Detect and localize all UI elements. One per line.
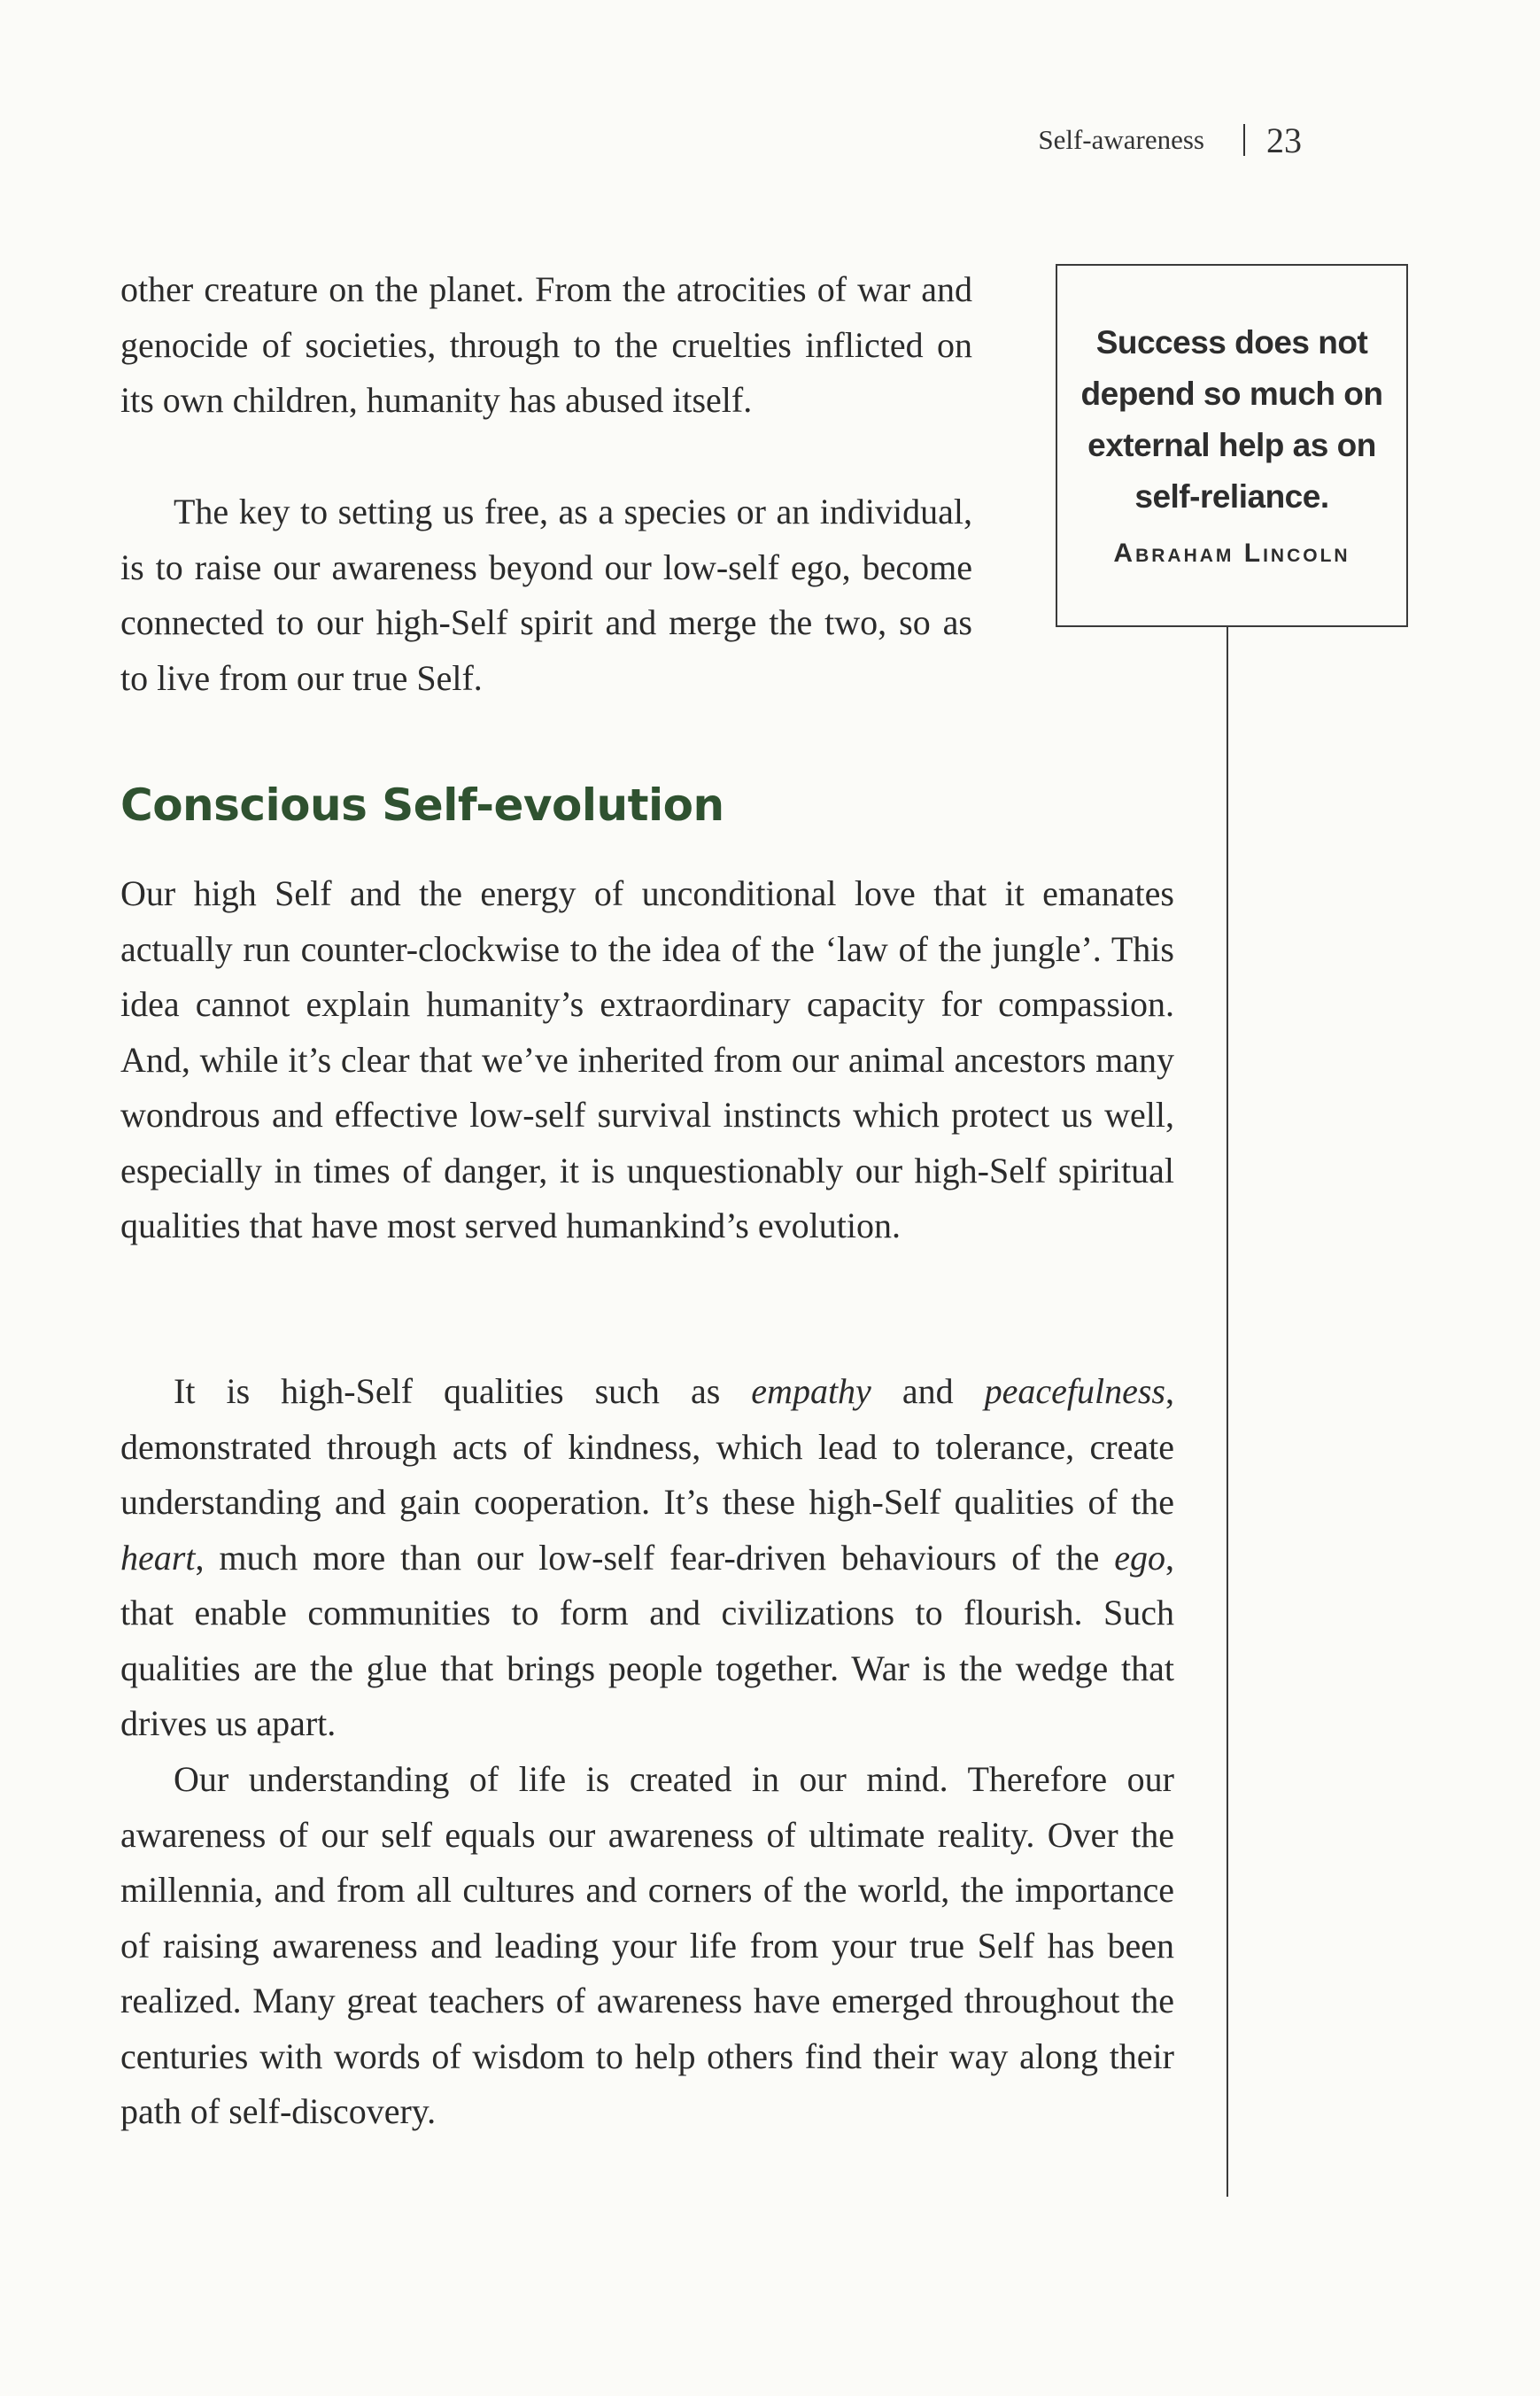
para4-text: , demonstrated through acts of kindness, which lead to tolerance, create understanding and gain cooperation. It’s these high-Self qualities of the <box>120 1371 1174 1522</box>
para4-emphasis: peacefulness <box>984 1371 1165 1411</box>
para4-text: , much more than our low-self fear-driven behaviours of the <box>195 1537 1115 1578</box>
paragraph-2: The key to setting us free, as a species or an individual, is to raise our awareness beyond our low-self ego, become connected to our high-Self spirit and merge the two, so as to live from our true Self. <box>120 492 972 698</box>
para4-text: and <box>871 1371 985 1411</box>
page-number: 23 <box>1266 120 1302 160</box>
quote-author <box>1057 539 1406 569</box>
quote-line: depend so much on <box>1080 376 1383 412</box>
sidebar-vertical-rule <box>1227 627 1228 2197</box>
paragraph-4 <box>120 1364 1174 1752</box>
para4-emphasis: heart <box>120 1537 196 1578</box>
paragraph-5: Our understanding of life is created in our mind. Therefore our awareness of our self equals our awareness of ultimate reality. Over the millennia, and from all cultures and corners of the world, the importance of raising awareness and leading your life from your true Self has been realized. Many great teachers of awareness have emerged throughout the centuries with words of wisdom to help others find their way along their path of self-discovery. <box>120 1759 1174 2131</box>
quote-line: self-reliance. <box>1134 478 1329 515</box>
sidebar-quote-text <box>1057 317 1406 523</box>
quote-line: Success does not <box>1095 324 1368 361</box>
header-separator <box>1243 124 1245 156</box>
para4-emphasis: ego <box>1114 1537 1165 1578</box>
paragraph-3: Our high Self and the energy of unconditional love that it emanates actually run counter-clockwise to the idea of the ‘law of the jungle’. This idea cannot explain humanity’s extraordinary capacity for compassion. And, while it’s clear that we’ve inherited from our animal ancestors many wondrous and effective low-self survival instincts which protect us well, especially in times of danger, it is unquestionably our high-Self spiritual qualities that have most served humankind’s evolution. <box>120 873 1174 1245</box>
para4-text: , that enable communities to form and civilizations to flourish. Such qualities are the glue that brings people together. War is the wedge that drives us apart. <box>120 1537 1174 1743</box>
para4-text: It is high-Self qualities such as <box>174 1371 752 1411</box>
paragraph-1: other creature on the planet. From the atrocities of war and genocide of societies, through to the cruelties inflicted on its own children, humanity has abused itself. <box>120 269 972 420</box>
quote-author-name: Abraham Lincoln <box>1113 539 1350 568</box>
running-header-section: Self-awareness <box>1038 124 1204 155</box>
section-heading: Conscious Self-evolution <box>120 779 724 831</box>
sidebar-quote-box <box>1056 264 1408 627</box>
quote-line: external help as on <box>1087 427 1376 463</box>
para4-emphasis: empathy <box>751 1371 871 1411</box>
running-header <box>965 113 1302 167</box>
